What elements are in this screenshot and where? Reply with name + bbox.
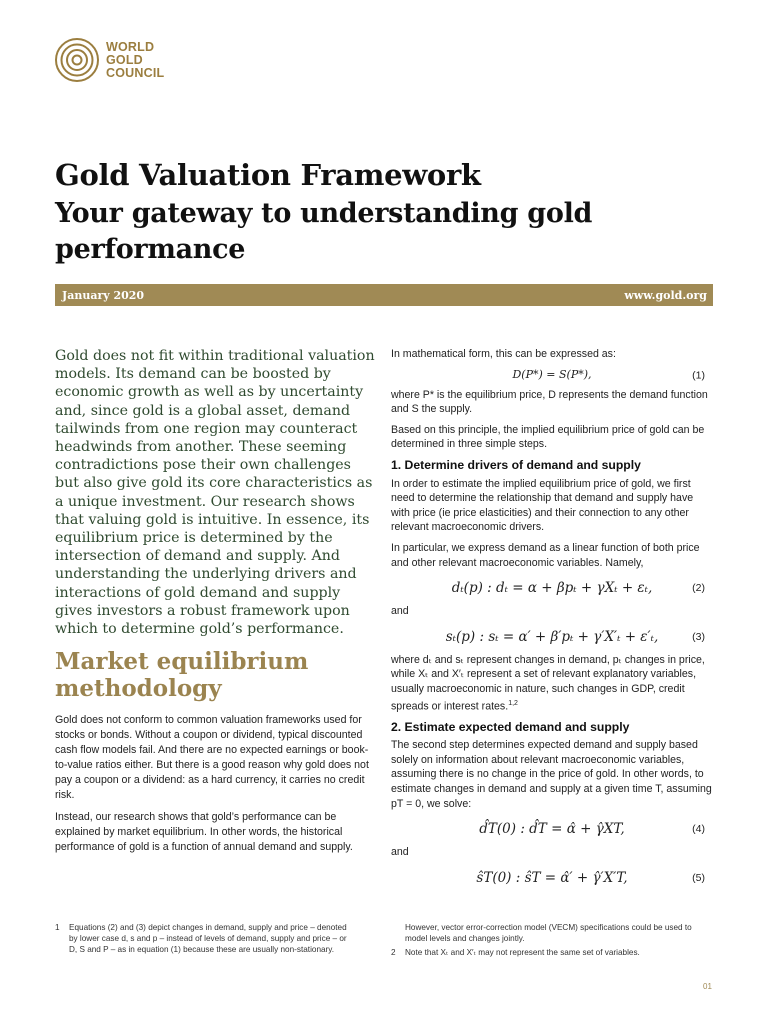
logo-wordmark: WORLD GOLD COUNCIL	[106, 39, 165, 80]
connector-and: and	[391, 605, 409, 618]
footnote-2: 2 Note that Xₜ and X′ₜ may not represent the same set of variables.	[391, 948, 640, 957]
body-paragraph: The second step determines expected demand and supply based solely on information about relevant macroeconomic variables, assuming there is no change in the price of gold. In other words, to estimate changes in demand and supply at a given time T, assuming pT = 0, we solve:	[391, 739, 712, 810]
publication-date: January 2020	[62, 288, 145, 302]
equation-number: (1)	[692, 369, 705, 382]
equation-5: ŝT(0) : ŝT = α̂′ + γ̂′X′T, (5)	[391, 866, 713, 890]
intro-paragraph: Gold does not fit within traditional valuation models. Its demand can be boosted by economic growth as well as by uncertainty and, since gold is a global asset, demand tailwinds from one region may counteract headwinds from another. These seeming contradictions pose their own challenges but also give gold its core characteristics as a unique investment. Our research shows that valuing gold is intuitive. In essence, its equilibrium price is determined by the intersection of demand and supply. And understanding the underlying drivers and interactions of gold demand and supply gives investors a robust framework upon which to determine gold’s performance.	[55, 348, 375, 638]
body-paragraph: Based on this principle, the implied equilibrium price of gold can be determined in three simple steps.	[391, 423, 705, 451]
world-gold-council-logo	[54, 37, 164, 83]
body-paragraph: Gold does not conform to common valuation frameworks used for stocks or bonds. Without a coupon or dividend, typical discounted cash flow models fail. And there are no expected earnings or book-to-value ratios either. But there is a good reason why gold does not pay a coupon or a dividend: as a hard currency, it carries no credit risk.	[55, 714, 369, 801]
footnote-ref: 1,2	[508, 699, 518, 707]
date-banner	[55, 284, 713, 306]
footnote-1-continued: However, vector error-correction model (VECM) specifications could be used to model levels and changes jointly.	[405, 923, 692, 943]
step-heading-1: 1. Determine drivers of demand and supply	[391, 457, 641, 472]
footnote-1: 1 Equations (2) and (3) depict changes in demand, supply and price – denoted by lower case d, s and p – instead of levels of demand, supply and price – or D, S and P – as in equation (1) because these are usually non-stationary.	[55, 923, 347, 954]
connector-and: and	[391, 846, 409, 859]
equation-number: (2)	[692, 582, 705, 595]
equation-4: d̂T(0) : d̂T = α̂ + γ̂XT, (4)	[391, 817, 713, 841]
step-heading-2: 2. Estimate expected demand and supply	[391, 719, 630, 734]
document-subtitle: Your gateway to understanding gold performance	[55, 198, 593, 265]
left-body-text	[55, 713, 373, 862]
body-paragraph: In mathematical form, this can be expressed as:	[391, 348, 616, 360]
equation-1: D(P*) = S(P*), (1)	[512, 367, 705, 382]
equation-3: sₜ(p) : sₜ = α′ + β′pₜ + γ′X′ₜ + ε′ₜ, (3)	[391, 625, 713, 649]
body-paragraph: Instead, our research shows that gold’s performance can be explained by market equilibrium. In other words, the historical performance of gold is a function of annual demand and supply.	[55, 811, 353, 853]
body-paragraph: where P* is the equilibrium price, D represents the demand function and S the supply.	[391, 388, 708, 416]
equation-number: (5)	[692, 871, 705, 884]
equation-number: (4)	[692, 823, 705, 836]
document-title: Gold Valuation Framework	[55, 158, 481, 192]
body-paragraph: In order to estimate the implied equilibrium price of gold, we first need to determine the relationship that demand and supply have with price (ie price elasticities) and their connection to any other relevant macroeconomic drivers.	[391, 477, 694, 534]
website-link[interactable]: www.gold.org	[624, 288, 707, 302]
right-column	[391, 347, 713, 894]
page-number: 01	[703, 982, 712, 991]
section-heading: Market equilibrium methodology	[55, 648, 309, 702]
equation-number: (3)	[692, 630, 705, 643]
concentric-rings-icon	[54, 37, 100, 83]
body-paragraph: In particular, we express demand as a linear function of both price and other relevant macroeconomic variables. Namely,	[391, 541, 700, 569]
body-paragraph: where dₜ and sₜ represent changes in demand, pₜ changes in price, while Xₜ and X′ₜ represent a set of relevant explanatory variables, usually macroeconomic in nature, such changes in GDP, credit spreads or interest rates.$^{1,2}$	[391, 653, 705, 713]
equation-2: dₜ(p) : dₜ = α + βpₜ + γXₜ + εₜ, (2)	[391, 576, 713, 600]
